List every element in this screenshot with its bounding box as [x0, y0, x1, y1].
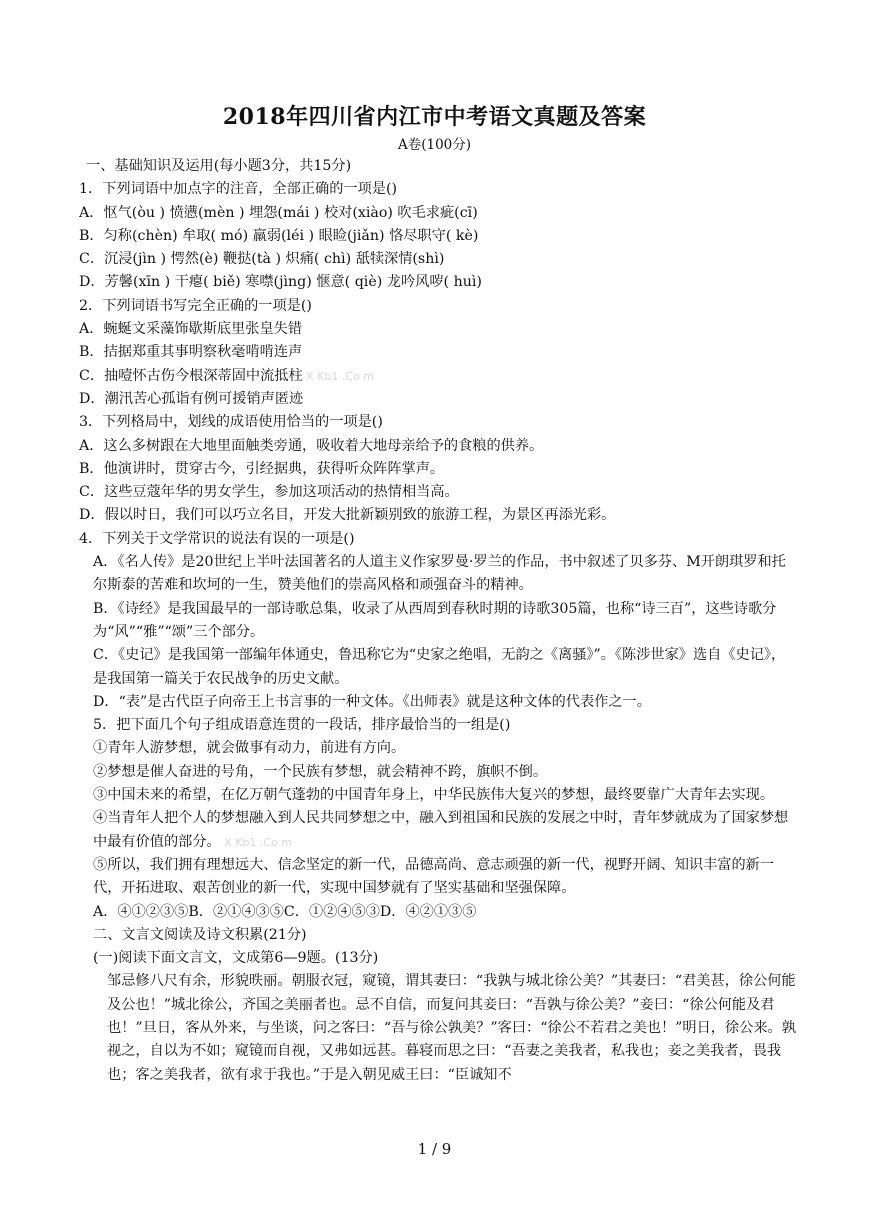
text-line-content: A．这么多树跟在大地里面触类旁通，吸收着大地母亲给予的食粮的供养。 — [79, 437, 544, 454]
text-line — [79, 435, 799, 458]
text-line-content: ③中国未来的希望，在亿万朝气蓬勃的中国青年身上，中华民族伟大复兴的梦想，最终要靠广大青年去实现。 — [93, 787, 775, 804]
text-line — [79, 644, 799, 691]
text-line-content: C．这些豆蔻年华的男女学生，参加这项活动的热情相当高。 — [79, 484, 459, 501]
text-line-content: B．匀称(chèn) 牟取( mó) 羸弱(léi ) 眼睑(jiǎn) 恪尽职守( kè) — [79, 227, 479, 244]
text-line — [79, 714, 799, 737]
text-line — [79, 947, 799, 970]
text-line — [79, 761, 799, 784]
text-line-content: C．抽噎怀古伤今根深蒂固中流抵柱 — [79, 367, 303, 384]
text-line-content: B．《诗经》是我国最早的一部诗歌总集，收录了从西周到春秋时期的诗歌305篇，也称“诗三百”，这些诗歌分为“风”“雅”“颂”三个部分。 — [93, 600, 777, 640]
text-line-content: A．蜿蜒文采藻饰歇斯底里张皇失错 — [79, 321, 303, 338]
text-line-content: B．他演讲时，贯穿古今，引经据典，获得听众阵阵掌声。 — [79, 460, 445, 477]
text-line-content: 邹忌修八尺有余，形貌昳丽。朝服衣冠，窥镜，谓其妻曰：“我孰与城北徐公美？”其妻曰：“君美甚，徐公何能及公也！”城北徐公，齐国之美丽者也。忌不自信，而复问其妾曰：“吾孰与徐公美？”妾曰：“徐公何能及君也！”旦日，客从外来，与坐谈，问之客曰：“吾与徐公孰美？”客曰：“徐公不若君之美也！”明日，徐公来。孰视之，自以为不如；窥镜而自视，又弗如远甚。暮寝而思之曰：“吾妻之美我者，私我也；妾之美我者，畏我也；客之美我者，欲有求于我也。”于是入朝见威王曰：“臣诚知不 — [107, 973, 796, 1083]
document-title: 2018年四川省内江市中考语文真题及答案 — [222, 104, 647, 130]
text-line-content: D．“表”是古代臣子向帝王上书言事的一种文体。《出师表》就是这种文体的代表作之一。 — [93, 693, 651, 710]
text-line-content: 1．下列词语中加点字的注音，全部正确的一项是() — [79, 181, 398, 198]
text-line-content: D．假以时日，我们可以巧立名目，开发大批新颖别致的旅游工程，为景区再添光彩。 — [79, 507, 616, 524]
text-line-content: ②梦想是催人奋进的号角，一个民族有梦想，就会精神不跨，旗帜不倒。 — [93, 763, 548, 780]
text-line — [79, 807, 799, 854]
text-line — [79, 458, 799, 481]
text-line-content: 二、文言文阅读及诗文积累(21分) — [93, 926, 307, 943]
text-line — [79, 854, 799, 901]
text-line — [79, 504, 799, 527]
text-line-content: ⑤所以，我们拥有理想远大、信念坚定的新一代，品德高尚、意志顽强的新一代，视野开阔、知识丰富的新一代，开拓进取、艰苦创业的新一代，实现中国梦就有了坚实基础和坚强保障。 — [93, 856, 775, 897]
text-line-content: ①青年人游梦想，就会做事有动力，前进有方向。 — [93, 740, 406, 757]
text-line — [79, 970, 799, 1086]
text-line — [79, 481, 799, 504]
text-line — [79, 318, 799, 341]
text-line — [79, 784, 799, 807]
text-line — [79, 178, 799, 201]
document-body — [79, 155, 799, 1087]
text-line-content: B．拮据郑重其事明察秋毫啃啃连声 — [79, 344, 303, 361]
watermark-text: X Kb1 .Co m — [302, 369, 375, 383]
text-line-content: A．④①②③⑤B．②①④③⑤C．①②④⑤③D．④②①③⑤ — [93, 903, 477, 920]
page-number: 1 / 9 — [417, 1140, 452, 1158]
text-line-content: 5．把下面几个句子组成语意连贯的一段话，排序最恰当的一组是() — [93, 717, 511, 734]
text-line — [79, 901, 799, 924]
text-line-content: (一)阅读下面文言文，文成第6—9题。(13分) — [93, 950, 379, 967]
text-line — [79, 202, 799, 225]
text-line-content: 2．下列词语书写完全正确的一项是() — [79, 297, 312, 314]
text-line — [79, 295, 799, 318]
text-line — [79, 737, 799, 760]
text-line — [79, 155, 799, 178]
text-line — [79, 924, 799, 947]
text-line — [79, 365, 799, 388]
text-line-content: A．《名人传》是20世纪上半叶法国著名的人道主义作家罗曼·罗兰的作品，书中叙述了贝多芬、M开朗琪罗和托尔斯泰的苦难和坎坷的一生，赞美他们的崇高风格和顽强奋斗的精神。 — [93, 554, 786, 594]
text-line — [79, 691, 799, 714]
text-line-content: ④当青年人把个人的梦想融入到人民共同梦想之中，融入到祖国和民族的发展之中时，青年梦就成为了国家梦想中最有价值的部分。 — [93, 810, 789, 850]
text-line-content: C．《史记》是我国第一部编年体通史，鲁迅称它为“史家之绝唱，无韵之《离骚》”。《陈涉世家》选自《史记》，是我国第一篇关于农民战争的历史文献。 — [93, 647, 786, 687]
text-line-content: D．潮汛苦心孤诣有例可援销声匿迹 — [79, 390, 304, 407]
text-line-content: 一、基础知识及运用(每小题3分，共15分) — [86, 158, 352, 174]
text-line — [79, 388, 799, 411]
watermark-text: X Kb1 .Co m — [220, 835, 293, 849]
text-line-content: D．芳馨(xīn ) 干瘪( biě) 寒噤(jìng) 惬意( qiè) 龙吟风哕( huì) — [79, 274, 482, 291]
text-line — [79, 271, 799, 294]
text-line-content: 3．下列格局中，划线的成语使用恰当的一项是() — [79, 414, 383, 431]
text-line — [79, 551, 799, 598]
document-subtitle: A卷(100分) — [397, 137, 472, 153]
text-line — [79, 248, 799, 271]
text-line — [79, 411, 799, 434]
text-line-content: C．沉浸(jìn ) 愕然(è) 鞭挞(tà ) 炽痛( chì) 舐犊深情(shì) — [79, 251, 445, 268]
text-line — [79, 341, 799, 364]
text-line-content: 4．下列关于文学常识的说法有误的一项是() — [79, 530, 355, 547]
text-line-content: A．怄气(òu ) 愤懑(mèn ) 埋怨(mái ) 校对(xiào) 吹毛求疵(cī) — [79, 204, 478, 221]
text-line — [79, 528, 799, 551]
text-line — [79, 598, 799, 645]
text-line — [79, 225, 799, 248]
